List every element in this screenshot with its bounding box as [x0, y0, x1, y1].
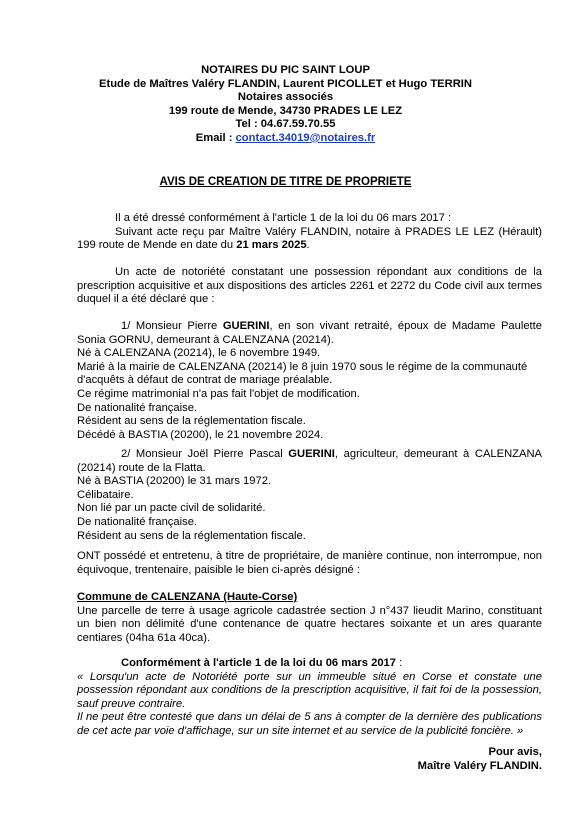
person-1-death: Décédé à BASTIA (20200), le 21 novembre 2024.: [77, 428, 324, 441]
deed-date: 21 mars 2025: [236, 239, 307, 252]
person-2-identity: [77, 448, 542, 475]
law-quote-1: « Lorsqu'un acte de Notoriété porte sur un immeuble situé en Corse et constate une possession répondant aux conditions de la prescription acquisitive, il fait foi de la possession, sauf preuve contraire.: [77, 670, 542, 710]
intro-line-2: [77, 226, 542, 253]
law-heading: [77, 657, 542, 671]
person-2-surname: GUERINI: [288, 448, 335, 460]
person-1-regime: Ce régime matrimonial n'a pas fait l'objet de modification.: [77, 387, 360, 400]
person-2-block: [77, 448, 542, 543]
commune-heading: Commune de CALENZANA (Haute-Corse): [77, 591, 298, 603]
law-quote-2: Il ne peut être contesté que dans un délai de 5 ans à compter de la dernière des publications de cet acte par voie d'affichage, sur un site internet et au service de la publicité foncière. »: [77, 711, 542, 737]
intro-period: .: [306, 239, 310, 252]
email-line: [0, 132, 571, 146]
person-1-surname: GUERINI: [222, 320, 270, 332]
person-1-block: [77, 320, 542, 442]
notoriete-paragraph: Un acte de notoriété constatant une possession répondant aux conditions de la prescription acquisitive et aux dispositions des articles 2261 et 2272 du Code civil aux termes duquel il a été déclaré que :: [77, 266, 542, 306]
role-line: Notaires associés: [237, 91, 334, 104]
intro-text: Suivant acte reçu par Maître Valéry FLANDIN, notaire à PRADES LE LEZ (Hérault) 199 route de Mende en date du: [77, 225, 542, 252]
signature-line-2: Maître Valéry FLANDIN.: [417, 760, 542, 772]
letterhead: [0, 64, 571, 146]
signature-line-1: Pour avis,: [488, 746, 542, 758]
signature-block: [418, 745, 542, 773]
possession-paragraph: ONT possédé et entretenu, à titre de propriétaire, de manière continue, non interrompue, non équivoque, trentenaire, paisible le bien ci-après désigné :: [77, 550, 542, 576]
intro-line-1: Il a été dressé conformément à l'article 1 de la loi du 06 mars 2017 :: [115, 212, 452, 224]
person-2-resident: Résident au sens de la réglementation fiscale.: [77, 529, 306, 542]
law-block: [77, 657, 542, 739]
phone-line: Tel : 04.67.59.70.55: [235, 118, 336, 131]
person-1-prefix: 1/ Monsieur Pierre: [121, 320, 223, 332]
address-line: 199 route de Mende, 34730 PRADES LE LEZ: [168, 104, 403, 117]
email-label: Email :: [195, 131, 236, 144]
person-1-identity: [77, 320, 542, 347]
law-heading-text: Conformément à l'article 1 de la loi du 06 mars 2017: [121, 657, 396, 669]
person-2-prefix: 2/ Monsieur Joël Pierre Pascal: [121, 448, 289, 460]
person-2-nationality: De nationalité française.: [77, 515, 198, 528]
office-name: NOTAIRES DU PIC SAINT LOUP: [201, 64, 370, 76]
parcel-description: Une parcelle de terre à usage agricole cadastrée section J n°437 lieudit Marino, constituant un bien non délimité d'une contenance de quatre hectares soixante et un ares quarante centiares (04ha 61a 40ca).: [77, 604, 542, 644]
partners-line: Etude de Maîtres Valéry FLANDIN, Laurent PICOLLET et Hugo TERRIN: [99, 77, 472, 90]
person-2-birth: Né à BASTIA (20200) le 31 mars 1972.: [77, 475, 272, 488]
person-1-resident: Résident au sens de la réglementation fiscale.: [77, 415, 306, 428]
law-heading-colon: :: [396, 657, 403, 669]
person-1-marriage: Marié à la mairie de CALENZANA (20214) le 8 juin 1970 sous le régime de la communauté d'acquêts à défaut de contrat de mariage préalable.: [77, 360, 528, 387]
person-1-birth: Né à CALENZANA (20214), le 6 novembre 1949.: [77, 347, 321, 360]
person-2-status: Célibataire.: [77, 488, 134, 501]
person-2-details: , agriculteur, demeurant à CALENZANA (20214) route de la Flatta.: [77, 448, 543, 474]
intro-block: [77, 212, 542, 253]
notice-title: AVIS DE CREATION DE TITRE DE PROPRIETE: [159, 176, 412, 188]
person-2-pacs: Non lié par un pacte civil de solidarité.: [77, 502, 266, 515]
email-link[interactable]: contact.34019@notaires.fr: [235, 131, 376, 144]
person-1-details: , en son vivant retraité, époux de Madame Paulette Sonia GORNU, demeurant à CALENZANA (20214).: [77, 320, 542, 346]
property-block: [77, 591, 542, 645]
person-1-nationality: De nationalité française.: [77, 401, 198, 414]
